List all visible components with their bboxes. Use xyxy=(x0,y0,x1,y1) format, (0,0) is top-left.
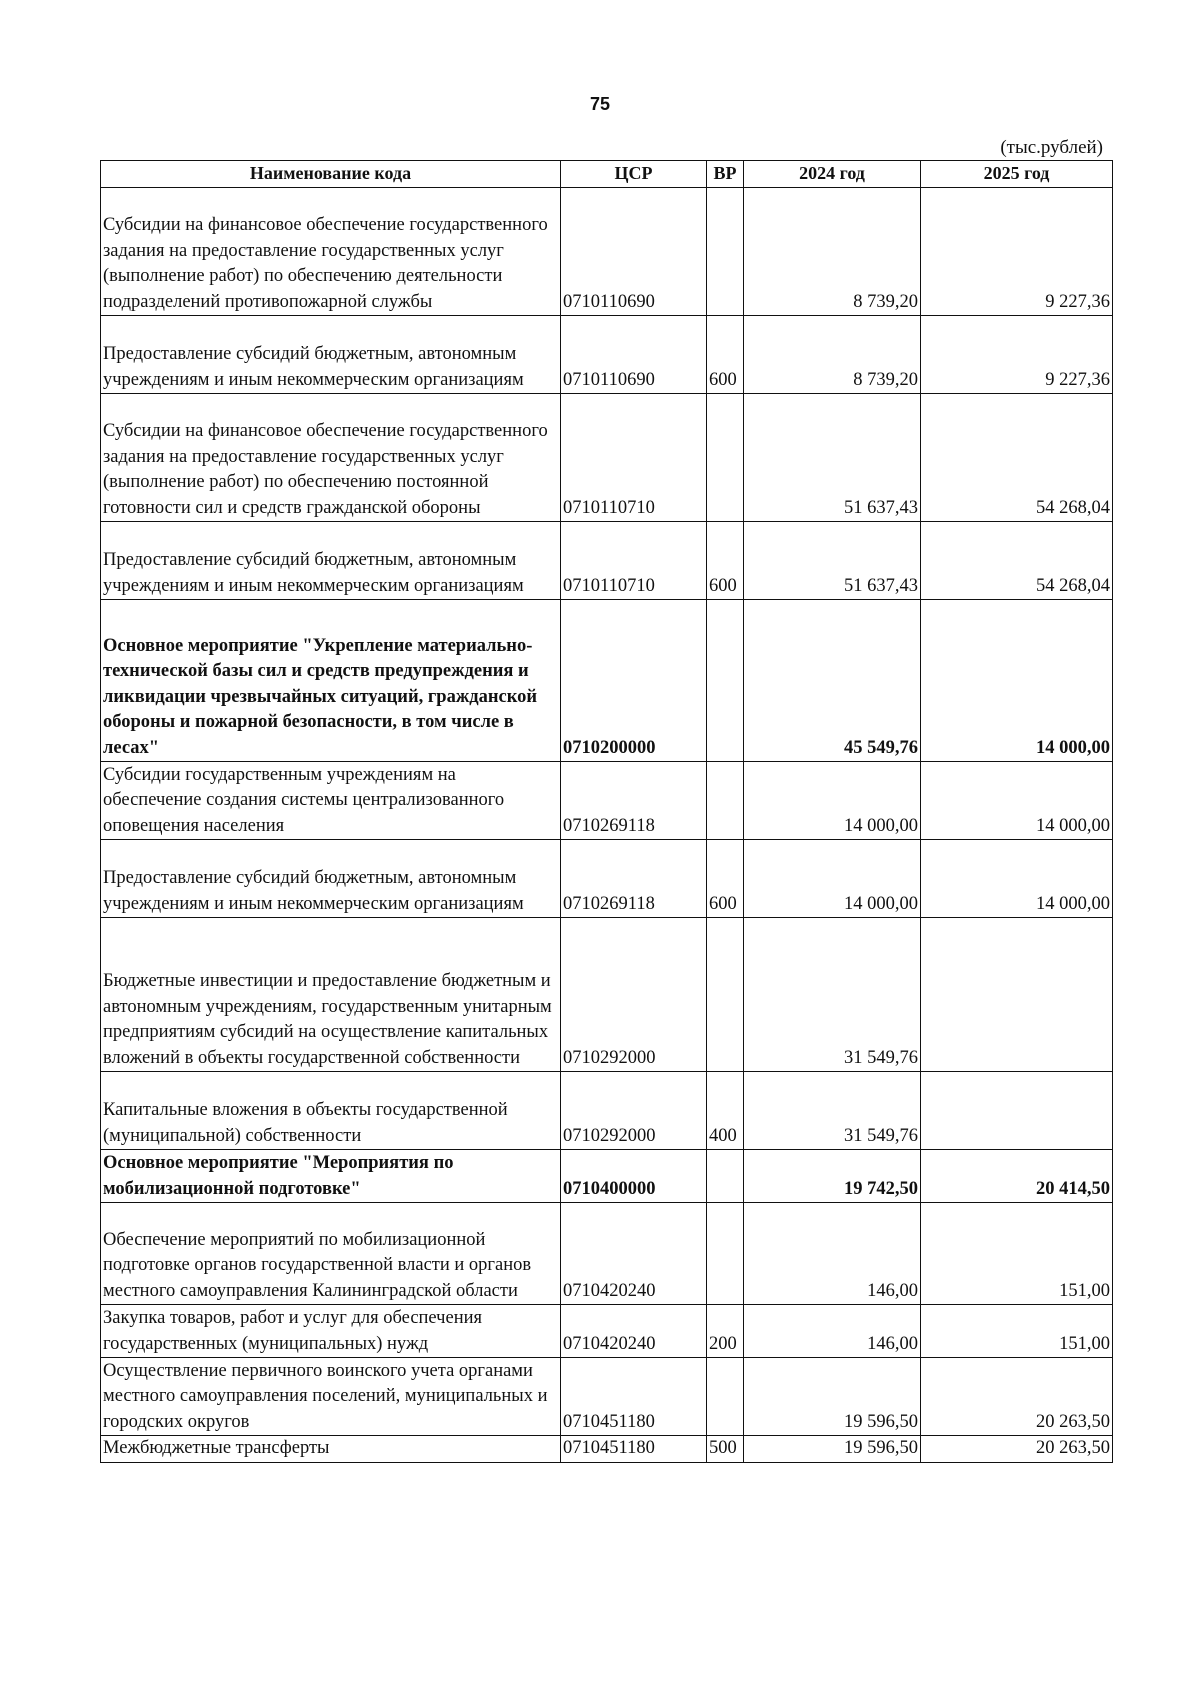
row-csr: 0710110710 xyxy=(561,522,707,600)
row-vr: 400 xyxy=(707,1072,744,1150)
row-2024: 19 742,50 xyxy=(744,1150,921,1203)
row-name: Предоставление субсидий бюджетным, автономным учреждениям и иным некоммерческим организациям xyxy=(101,840,561,918)
row-name: Субсидии государственным учреждениям на обеспечение создания системы централизованного оповещения населения xyxy=(101,762,561,840)
row-name: Основное мероприятие "Мероприятия по мобилизационной подготовке" xyxy=(101,1150,561,1203)
row-2024: 14 000,00 xyxy=(744,840,921,918)
row-2025: 14 000,00 xyxy=(921,840,1113,918)
page-number: 75 xyxy=(589,94,611,114)
table-row xyxy=(101,188,1113,316)
row-2024: 146,00 xyxy=(744,1305,921,1358)
row-csr: 0710292000 xyxy=(561,1072,707,1150)
row-vr: 200 xyxy=(707,1305,744,1358)
row-csr: 0710400000 xyxy=(561,1150,707,1203)
row-2025: 20 414,50 xyxy=(921,1150,1113,1203)
table-row xyxy=(101,840,1113,918)
row-2025: 151,00 xyxy=(921,1305,1113,1358)
row-vr: 600 xyxy=(707,522,744,600)
header-vr: ВР xyxy=(707,161,744,188)
row-2025: 9 227,36 xyxy=(921,316,1113,394)
row-csr: 0710292000 xyxy=(561,918,707,1072)
row-vr xyxy=(707,1203,744,1305)
row-name: Межбюджетные трансферты xyxy=(101,1436,561,1463)
row-vr xyxy=(707,918,744,1072)
table-row xyxy=(101,522,1113,600)
budget-table xyxy=(100,160,1113,1463)
row-2024: 51 637,43 xyxy=(744,522,921,600)
row-2024: 45 549,76 xyxy=(744,600,921,762)
row-vr xyxy=(707,1150,744,1203)
row-2025: 9 227,36 xyxy=(921,188,1113,316)
row-2024: 51 637,43 xyxy=(744,394,921,522)
row-2024: 19 596,50 xyxy=(744,1358,921,1436)
row-csr: 0710110690 xyxy=(561,316,707,394)
table-row xyxy=(101,600,1113,762)
row-2025: 54 268,04 xyxy=(921,522,1113,600)
row-2025 xyxy=(921,1072,1113,1150)
header-2024: 2024 год xyxy=(744,161,921,188)
row-vr xyxy=(707,762,744,840)
row-vr: 500 xyxy=(707,1436,744,1463)
row-name: Обеспечение мероприятий по мобилизационной подготовке органов государственной власти и органов местного самоуправления Калининградской области xyxy=(101,1203,561,1305)
row-vr xyxy=(707,1358,744,1436)
row-2025: 14 000,00 xyxy=(921,600,1113,762)
row-csr: 0710420240 xyxy=(561,1305,707,1358)
row-csr: 0710420240 xyxy=(561,1203,707,1305)
table-header-row xyxy=(101,161,1113,188)
row-2025: 54 268,04 xyxy=(921,394,1113,522)
table-row xyxy=(101,316,1113,394)
row-2024: 8 739,20 xyxy=(744,316,921,394)
row-csr: 0710451180 xyxy=(561,1358,707,1436)
table-row xyxy=(101,918,1113,1072)
row-name: Субсидии на финансовое обеспечение государственного задания на предоставление государственных услуг (выполнение работ) по обеспечению деятельности подразделений противопожарной службы xyxy=(101,188,561,316)
table-row xyxy=(101,1305,1113,1358)
row-vr xyxy=(707,188,744,316)
row-csr: 0710110710 xyxy=(561,394,707,522)
row-name: Основное мероприятие "Укрепление материально-технической базы сил и средств предупреждения и ликвидации чрезвычайных ситуаций, гражданской обороны и пожарной безопасности, в том числе в лесах" xyxy=(101,600,561,762)
row-2024: 146,00 xyxy=(744,1203,921,1305)
row-csr: 0710269118 xyxy=(561,762,707,840)
table-row xyxy=(101,1358,1113,1436)
row-name: Предоставление субсидий бюджетным, автономным учреждениям и иным некоммерческим организациям xyxy=(101,316,561,394)
header-name: Наименование кода xyxy=(101,161,561,188)
header-csr: ЦСР xyxy=(561,161,707,188)
table-row xyxy=(101,1072,1113,1150)
row-2025: 14 000,00 xyxy=(921,762,1113,840)
row-2025: 20 263,50 xyxy=(921,1436,1113,1463)
row-2025: 151,00 xyxy=(921,1203,1113,1305)
row-2025 xyxy=(921,918,1113,1072)
row-2025: 20 263,50 xyxy=(921,1358,1113,1436)
row-csr: 0710110690 xyxy=(561,188,707,316)
header-2025: 2025 год xyxy=(921,161,1113,188)
table-row xyxy=(101,1150,1113,1203)
row-2024: 8 739,20 xyxy=(744,188,921,316)
row-vr xyxy=(707,394,744,522)
row-2024: 19 596,50 xyxy=(744,1436,921,1463)
row-name: Предоставление субсидий бюджетным, автономным учреждениям и иным некоммерческим организациям xyxy=(101,522,561,600)
row-name: Осуществление первичного воинского учета органами местного самоуправления поселений, муниципальных и городских округов xyxy=(101,1358,561,1436)
table-row xyxy=(101,1203,1113,1305)
row-2024: 31 549,76 xyxy=(744,918,921,1072)
table-row xyxy=(101,1436,1113,1463)
table-row xyxy=(101,394,1113,522)
row-name: Бюджетные инвестиции и предоставление бюджетным и автономным учреждениям, государственным унитарным предприятиям субсидий на осуществление капитальных вложений в объекты государственной собственности xyxy=(101,918,561,1072)
units-label: (тыс.рублей) xyxy=(1000,137,1103,158)
row-name: Субсидии на финансовое обеспечение государственного задания на предоставление государственных услуг (выполнение работ) по обеспечению постоянной готовности сил и средств гражданской обороны xyxy=(101,394,561,522)
row-name: Капитальные вложения в объекты государственной (муниципальной) собственности xyxy=(101,1072,561,1150)
row-2024: 31 549,76 xyxy=(744,1072,921,1150)
row-csr: 0710451180 xyxy=(561,1436,707,1463)
row-vr: 600 xyxy=(707,316,744,394)
row-2024: 14 000,00 xyxy=(744,762,921,840)
row-csr: 0710269118 xyxy=(561,840,707,918)
row-name: Закупка товаров, работ и услуг для обеспечения государственных (муниципальных) нужд xyxy=(101,1305,561,1358)
table-row xyxy=(101,762,1113,840)
row-vr xyxy=(707,600,744,762)
row-vr: 600 xyxy=(707,840,744,918)
row-csr: 0710200000 xyxy=(561,600,707,762)
